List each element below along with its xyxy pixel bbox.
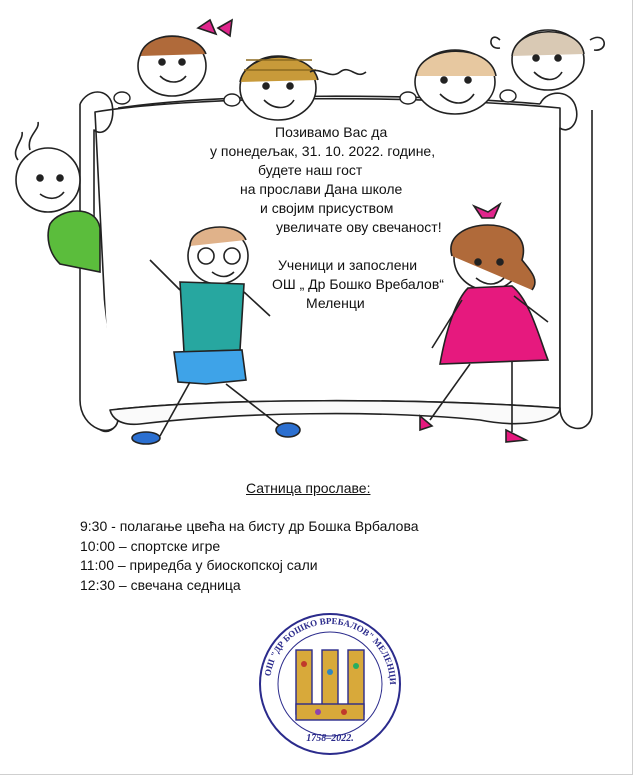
schedule-item: 9:30 - полагање цвећа на бисту др Бошка Врбалова <box>80 518 419 534</box>
logo-letter-sh <box>296 650 364 720</box>
logo-ring-text: ОШ "ДР БОШКО ВРЕБАЛОВ" МЕЛЕНЦИ <box>262 615 399 686</box>
signature-line: Меленци <box>306 295 365 311</box>
invitation-line: увеличате ову свечаност! <box>276 219 442 235</box>
invitation-line: будете наш гост <box>258 162 363 178</box>
invitation-line: на прослави Дана школе <box>240 181 403 197</box>
schedule-title: Сатница прославе: <box>246 480 371 496</box>
schedule-item: 11:00 – приредба у биоскопској сали <box>80 557 318 573</box>
top-kid-left <box>138 20 232 96</box>
schedule-item: 12:30 – свечана седница <box>80 576 241 593</box>
top-kid-right-2 <box>491 30 604 90</box>
schedule-list <box>80 517 419 595</box>
top-kid-right-1 <box>415 50 496 114</box>
signature-line: ОШ „ Др Бошко Вребалов“ <box>272 276 444 292</box>
signature-line: Ученици и запослени <box>278 257 418 273</box>
schedule-item: 10:00 – спортске игре <box>80 537 221 554</box>
logo-year: 1758–2022. <box>306 733 354 744</box>
invitation-line: Позивамо Вас да <box>275 124 388 140</box>
invitation-line: и својим присуством <box>260 200 394 216</box>
invitation-line: у понедељак, 31. 10. 2022. године, <box>210 143 436 159</box>
